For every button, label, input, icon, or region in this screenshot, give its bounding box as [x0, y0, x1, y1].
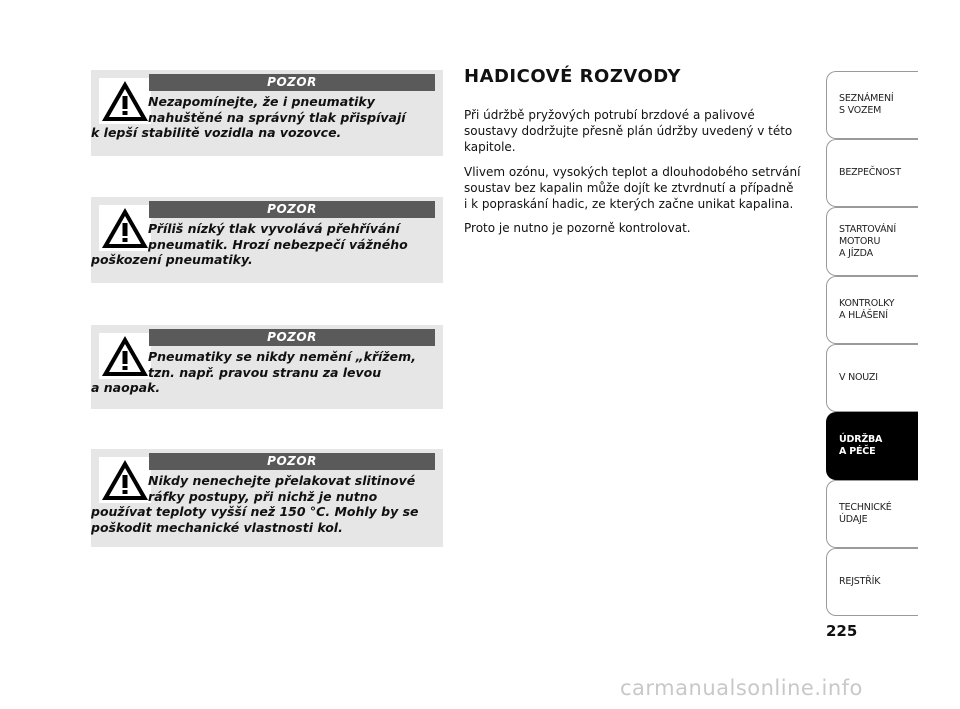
warning-line: poškodit mechanické vlastnosti kol. [91, 519, 343, 535]
warning-text [91, 221, 437, 268]
tab-label [839, 298, 894, 322]
tab-udrzba-a-pece[interactable] [826, 412, 918, 480]
warning-line: poškození pneumatiky. [91, 252, 253, 267]
tab-label-line: KONTROLKY [839, 298, 895, 309]
tab-label-line: A HLÁŠENÍ [839, 310, 888, 321]
warning-box-1 [91, 70, 443, 156]
warning-line: tzn. např. pravou stranu za levou [148, 364, 382, 380]
watermark: carmanualsonline.info [620, 676, 863, 700]
tab-label [839, 502, 892, 526]
paragraph-line: soustavy dodržujte přesně plán údržby uvedený v této [464, 124, 793, 138]
warning-tag: POZOR [149, 453, 435, 470]
tab-label [839, 576, 880, 588]
warning-text [91, 349, 437, 396]
warning-line: k lepší stabilitě vozidla na vozovce. [91, 125, 342, 140]
tab-label-line: S VOZEM [839, 105, 882, 116]
tab-label [839, 372, 878, 384]
body-paragraph-1 [464, 107, 819, 155]
tab-label-line: MOTORU [839, 235, 881, 247]
warning-line: Příliš nízký tlak vyvolává přehřívání [148, 221, 400, 236]
warning-box-3 [91, 325, 443, 409]
warning-line: nahuštěné na správný tlak přispívají [148, 109, 406, 125]
warning-box-4 [91, 449, 443, 547]
section-title: HADICOVÉ ROZVODY [464, 66, 681, 87]
tab-label [839, 224, 896, 260]
paragraph-line: Vlivem ozónu, vysokých teplot a dlouhodobého setrvání [464, 165, 801, 179]
paragraph-line: kapitole. [464, 140, 516, 154]
paragraph-line: Proto je nutno je pozorně kontrolovat. [464, 221, 691, 235]
page-number: 225 [826, 622, 858, 640]
tab-label-line: SEZNÁMENÍ [839, 93, 894, 104]
tab-label-line: BEZPEČNOST [839, 167, 901, 178]
paragraph-line: i k popraskání hadic, ze kterých začne unikat kapalina. [464, 197, 794, 211]
tab-label-line: A JÍZDA [839, 247, 873, 259]
paragraph-line: soustav bez kapalin může dojít ke ztvrdnutí a případně [464, 181, 794, 195]
warning-tag: POZOR [149, 329, 435, 346]
tab-v-nouzi[interactable] [826, 344, 918, 412]
tab-rejstrik[interactable] [826, 548, 918, 616]
body-paragraph-3 [464, 220, 819, 236]
tab-label-line: TECHNICKÉ [839, 502, 892, 513]
tab-technicke-udaje[interactable] [826, 480, 918, 548]
warning-line: ráfky postupy, při nichž je nutno [148, 488, 378, 504]
body-paragraph-2 [464, 164, 819, 212]
paragraph-line: Při údržbě pryžových potrubí brzdové a palivové [464, 108, 755, 122]
warning-line: Pneumatiky se nikdy nemění „křížem, [148, 349, 416, 364]
warning-line: pneumatik. Hrozí nebezpečí vážného [148, 236, 408, 252]
warning-tag: POZOR [149, 74, 435, 91]
warning-box-2 [91, 197, 443, 283]
tab-label [839, 167, 901, 179]
warning-line: Nikdy nenechejte přelakovat slitinové [148, 473, 416, 488]
tab-label [839, 434, 882, 458]
tab-label-line: REJSTŘÍK [839, 576, 881, 587]
tab-label-line: STARTOVÁNÍ [839, 223, 896, 235]
tab-label-line: V NOUZI [839, 372, 878, 383]
warning-tag: POZOR [149, 201, 435, 218]
tab-startovani-motoru-a-jizda[interactable] [826, 207, 918, 276]
tab-label-line: ÚDRŽBA [839, 434, 883, 445]
tab-kontrolky-a-hlaseni[interactable] [826, 276, 918, 344]
tab-label-line: ÚDAJE [839, 514, 868, 525]
tab-label-line: A PÉČE [839, 446, 876, 457]
tab-label [839, 93, 893, 117]
warning-line: Nezapomínejte, že i pneumatiky [148, 94, 375, 109]
tab-seznameni-s-vozem[interactable] [826, 71, 918, 139]
warning-line: a naopak. [91, 380, 161, 395]
tab-bezpecnost[interactable] [826, 139, 918, 207]
warning-line: používat teploty vyšší než 150 °C. Mohly by se [91, 504, 419, 519]
warning-text [91, 473, 437, 535]
warning-text [91, 94, 437, 141]
